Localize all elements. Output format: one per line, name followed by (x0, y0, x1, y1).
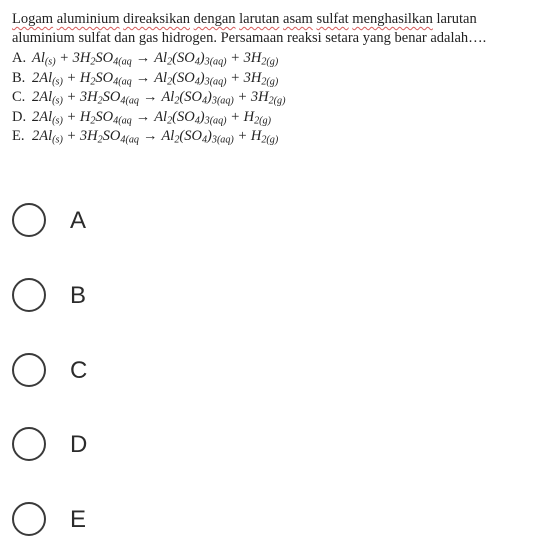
paren-close: ) (199, 108, 205, 125)
reactant-so: SO (102, 89, 121, 105)
radio-unselected-icon[interactable] (12, 502, 46, 536)
choice-c[interactable] (12, 351, 312, 395)
subscript: 3(aq) (204, 115, 227, 127)
equation-options (12, 49, 542, 147)
subscript: 4(aq (120, 134, 139, 146)
choice-a[interactable] (12, 201, 312, 245)
subscript: 3(aq) (211, 134, 234, 146)
choice-b[interactable] (12, 276, 312, 320)
choice-label: B (70, 282, 87, 309)
reactant-h: + H (62, 108, 91, 125)
stem-text: larutan aluminium sulfat dan gas hidrogen. Persamaan reaksi setara yang benar adalah…. (12, 11, 487, 46)
radio-unselected-icon[interactable] (12, 427, 46, 461)
option-letter: C. (12, 89, 26, 105)
subscript: 2 (174, 134, 180, 146)
subscript: 2(g) (261, 56, 279, 68)
choice-label: D (70, 431, 88, 458)
subscript: 4 (201, 134, 208, 146)
product-so: (SO (172, 69, 195, 86)
state-subscript: (s) (52, 115, 63, 127)
choice-label: C (70, 357, 88, 384)
reactant-h: + 3H (62, 89, 98, 105)
product-h: + H (233, 128, 262, 144)
product-so: (SO (179, 128, 202, 144)
state-subscript: (s) (52, 95, 63, 107)
subscript: 2 (90, 56, 96, 68)
reactant-so: SO (95, 108, 114, 125)
subscript: 4(aq (120, 95, 139, 107)
product-so: (SO (179, 89, 202, 105)
product-so: (SO (172, 50, 195, 66)
option-letter: E. (12, 128, 25, 144)
subscript: 2 (97, 134, 103, 146)
subscript: 2 (167, 76, 173, 88)
subscript: 3(aq) (211, 95, 234, 107)
state-subscript: (s) (44, 56, 56, 68)
state-subscript: (s) (52, 76, 63, 88)
radio-unselected-icon[interactable] (12, 353, 46, 387)
option-c (12, 88, 542, 108)
arrow-icon: → (135, 69, 151, 86)
subscript: 4 (194, 56, 200, 68)
chemical-equation (32, 50, 278, 66)
chemical-equation (32, 89, 285, 105)
product-so: (SO (172, 108, 195, 125)
paren-close: ) (199, 50, 205, 66)
chemical-equation (32, 128, 278, 144)
subscript: 3(aq) (204, 76, 227, 88)
product-al: Al (154, 69, 168, 86)
arrow-icon: → (142, 128, 158, 144)
choice-d[interactable] (12, 425, 312, 469)
chemical-equation (32, 109, 271, 125)
reactant-so: SO (95, 50, 114, 66)
reactant-h: + 3H (55, 50, 91, 66)
option-b (12, 69, 542, 89)
arrow-icon: → (135, 50, 151, 66)
reactant-al: Al (32, 50, 45, 66)
chemical-equation (32, 70, 278, 86)
paren-close: ) (199, 69, 205, 86)
subscript: 2 (167, 115, 173, 127)
subscript: 2 (97, 95, 103, 107)
product-al: Al (154, 108, 168, 125)
reactant-so: SO (102, 128, 121, 144)
spellcheck-word: menghasilkan (352, 11, 433, 27)
product-h: + 3H (226, 69, 262, 86)
reactant-h: + 3H (62, 128, 98, 144)
spellcheck-word: asam (283, 11, 313, 27)
product-h: + H (226, 108, 255, 125)
subscript: 4 (201, 95, 208, 107)
option-e (12, 127, 542, 147)
radio-unselected-icon[interactable] (12, 278, 46, 312)
subscript: 2(g) (268, 95, 286, 107)
reactant-al: 2Al (32, 69, 53, 86)
option-letter: B. (12, 69, 26, 86)
state-subscript: (s) (52, 134, 63, 146)
radio-unselected-icon[interactable] (12, 203, 46, 237)
question-stem (12, 10, 542, 48)
product-h: + 3H (233, 89, 269, 105)
spellcheck-word: direaksikan (123, 11, 191, 27)
spellcheck-word: larutan (239, 11, 280, 27)
subscript: 3(aq) (204, 56, 227, 68)
product-h: + 3H (226, 50, 262, 66)
option-letter: A. (12, 50, 27, 66)
option-letter: D. (12, 108, 27, 125)
product-al: Al (154, 50, 168, 66)
subscript: 2 (167, 56, 173, 68)
subscript: 2 (90, 76, 96, 88)
paren-close: ) (207, 89, 212, 105)
subscript: 2(g) (261, 76, 279, 88)
choice-label: E (70, 506, 87, 533)
product-al: Al (161, 89, 175, 105)
subscript: 2 (174, 95, 180, 107)
subscript: 4(aq (113, 76, 132, 88)
choice-e[interactable] (12, 500, 312, 544)
reactant-h: + H (62, 69, 91, 86)
reactant-al: 2Al (32, 89, 53, 105)
reactant-al: 2Al (32, 108, 53, 125)
subscript: 4 (194, 76, 200, 88)
subscript: 4 (194, 115, 200, 127)
spellcheck-word: dengan (193, 11, 236, 27)
subscript: 4(aq (113, 56, 132, 68)
paren-close: ) (207, 128, 212, 144)
reactant-so: SO (95, 69, 114, 86)
spellcheck-word: aluminium (56, 11, 120, 27)
arrow-icon: → (142, 89, 158, 105)
subscript: 2 (90, 115, 96, 127)
spellcheck-word: Logam (12, 11, 54, 27)
subscript: 2(g) (261, 134, 279, 146)
product-al: Al (161, 128, 175, 144)
option-a (12, 49, 542, 69)
arrow-icon: → (135, 108, 151, 125)
question-card (12, 10, 542, 147)
spellcheck-word: sulfat (316, 11, 349, 27)
option-d (12, 108, 542, 128)
reactant-al: 2Al (32, 128, 53, 144)
subscript: 4(aq (113, 115, 132, 127)
choice-label: A (70, 207, 87, 234)
subscript: 2(g) (254, 115, 271, 127)
